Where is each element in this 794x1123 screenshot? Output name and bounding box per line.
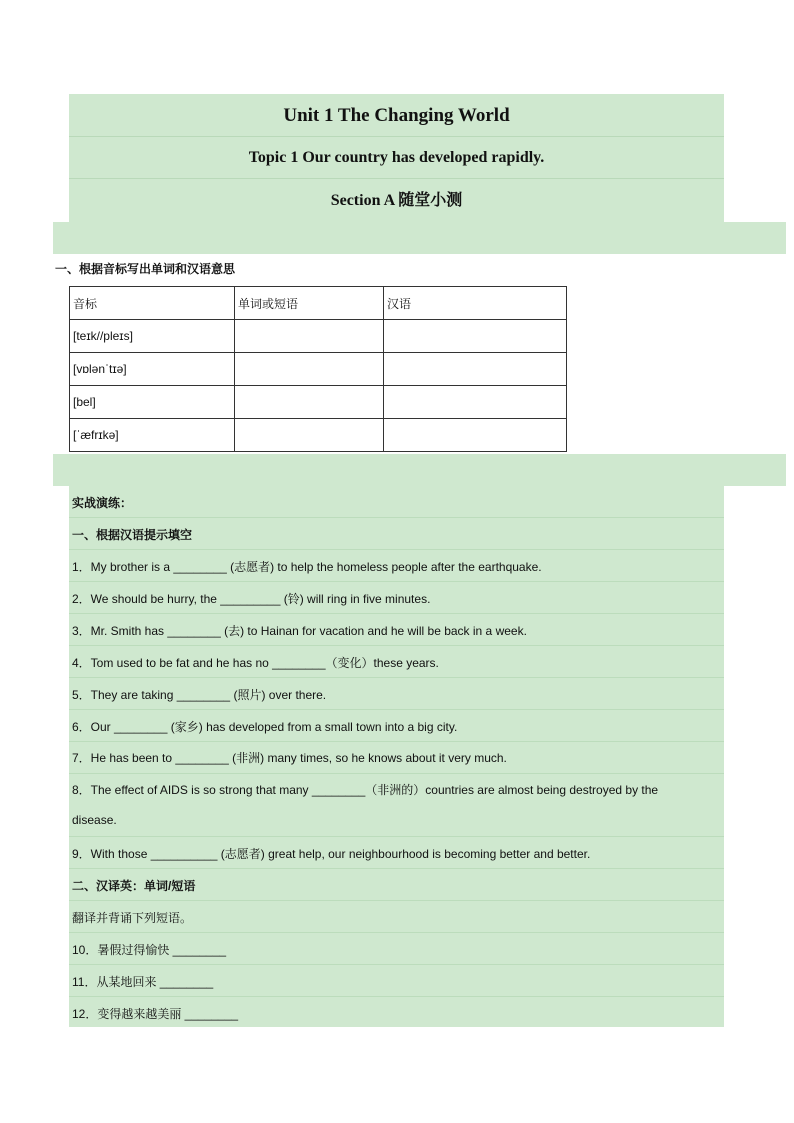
divider — [69, 677, 724, 678]
divider — [69, 645, 724, 646]
divider — [69, 517, 724, 518]
word-answer-cell[interactable] — [235, 386, 384, 419]
spacer-band — [53, 454, 786, 486]
meaning-answer-cell[interactable] — [384, 353, 567, 386]
divider — [69, 773, 724, 774]
word-answer-cell[interactable] — [235, 419, 384, 452]
fill-in-item: 7．He has been to ________ (非洲) many times, so he knows about it very much. — [72, 751, 507, 765]
fill-in-item: 6．Our ________ (家乡) has developed from a small town into a big city. — [72, 720, 458, 734]
word-answer-cell[interactable] — [235, 320, 384, 353]
title-block — [69, 94, 724, 222]
phonetic-cell: [ˈæfrɪkə] — [70, 419, 235, 452]
fill-in-item: 2．We should be hurry, the _________ (铃) will ring in five minutes. — [72, 592, 431, 606]
fill-in-item: 3．Mr. Smith has ________ (去) to Hainan for vacation and he will be back in a week. — [72, 624, 527, 638]
divider — [69, 741, 724, 742]
meaning-answer-cell[interactable] — [384, 320, 567, 353]
fill-in-heading: 一、根据汉语提示填空 — [72, 528, 193, 542]
table-row — [70, 353, 567, 386]
phrase-item: 10．暑假过得愉快 ________ — [72, 943, 227, 957]
divider — [69, 613, 724, 614]
phrase-item: 12．变得越来越美丽 ________ — [72, 1007, 239, 1021]
table-row — [70, 386, 567, 419]
translation-heading: 二、汉译英：单词/短语 — [72, 879, 196, 893]
section-title: Section A 随堂小测 — [330, 192, 463, 209]
fill-in-item-continued: disease. — [72, 813, 117, 827]
divider — [69, 996, 724, 997]
column-header: 单词或短语 — [235, 287, 384, 320]
spacer-band — [53, 222, 786, 254]
divider — [69, 709, 724, 710]
column-header: 音标 — [70, 287, 235, 320]
phrase-item: 11．从某地回来 ________ — [72, 975, 214, 989]
fill-in-item: 1．My brother is a ________ (志愿者) to help the homeless people after the earthquake. — [72, 560, 542, 574]
phonetic-cell: [bel] — [70, 386, 235, 419]
topic-title: Topic 1 Our country has developed rapidly. — [69, 137, 724, 179]
column-header: 汉语 — [384, 287, 567, 320]
translation-instruction: 翻译并背诵下列短语。 — [72, 911, 193, 925]
table-row — [70, 320, 567, 353]
table-header-row — [70, 287, 567, 320]
divider — [69, 932, 724, 933]
phonetic-cell: [vɒlənˈtɪə] — [70, 353, 235, 386]
fill-in-item: 9．With those __________ (志愿者) great help, our neighbourhood is becoming better and better. — [72, 847, 591, 861]
practice-label: 实战演练： — [72, 496, 133, 510]
unit-title: Unit 1 The Changing World — [69, 94, 724, 137]
divider — [69, 549, 724, 550]
divider — [69, 868, 724, 869]
table-row — [70, 419, 567, 452]
word-answer-cell[interactable] — [235, 353, 384, 386]
meaning-answer-cell[interactable] — [384, 386, 567, 419]
fill-in-item: 5．They are taking ________ (照片) over there. — [72, 688, 327, 702]
divider — [69, 964, 724, 965]
phonetic-table — [69, 286, 567, 452]
fill-in-item: 4．Tom used to be fat and he has no ________（变化）these years. — [72, 656, 439, 670]
divider — [69, 836, 724, 837]
divider — [69, 581, 724, 582]
fill-in-item: 8．The effect of AIDS is so strong that many ________（非洲的）countries are almost being destroyed by the — [72, 783, 659, 797]
phonetic-cell: [teɪk//pleɪs] — [70, 320, 235, 353]
divider — [69, 900, 724, 901]
part1-heading: 一、根据音标写出单词和汉语意思 — [55, 262, 236, 276]
meaning-answer-cell[interactable] — [384, 419, 567, 452]
